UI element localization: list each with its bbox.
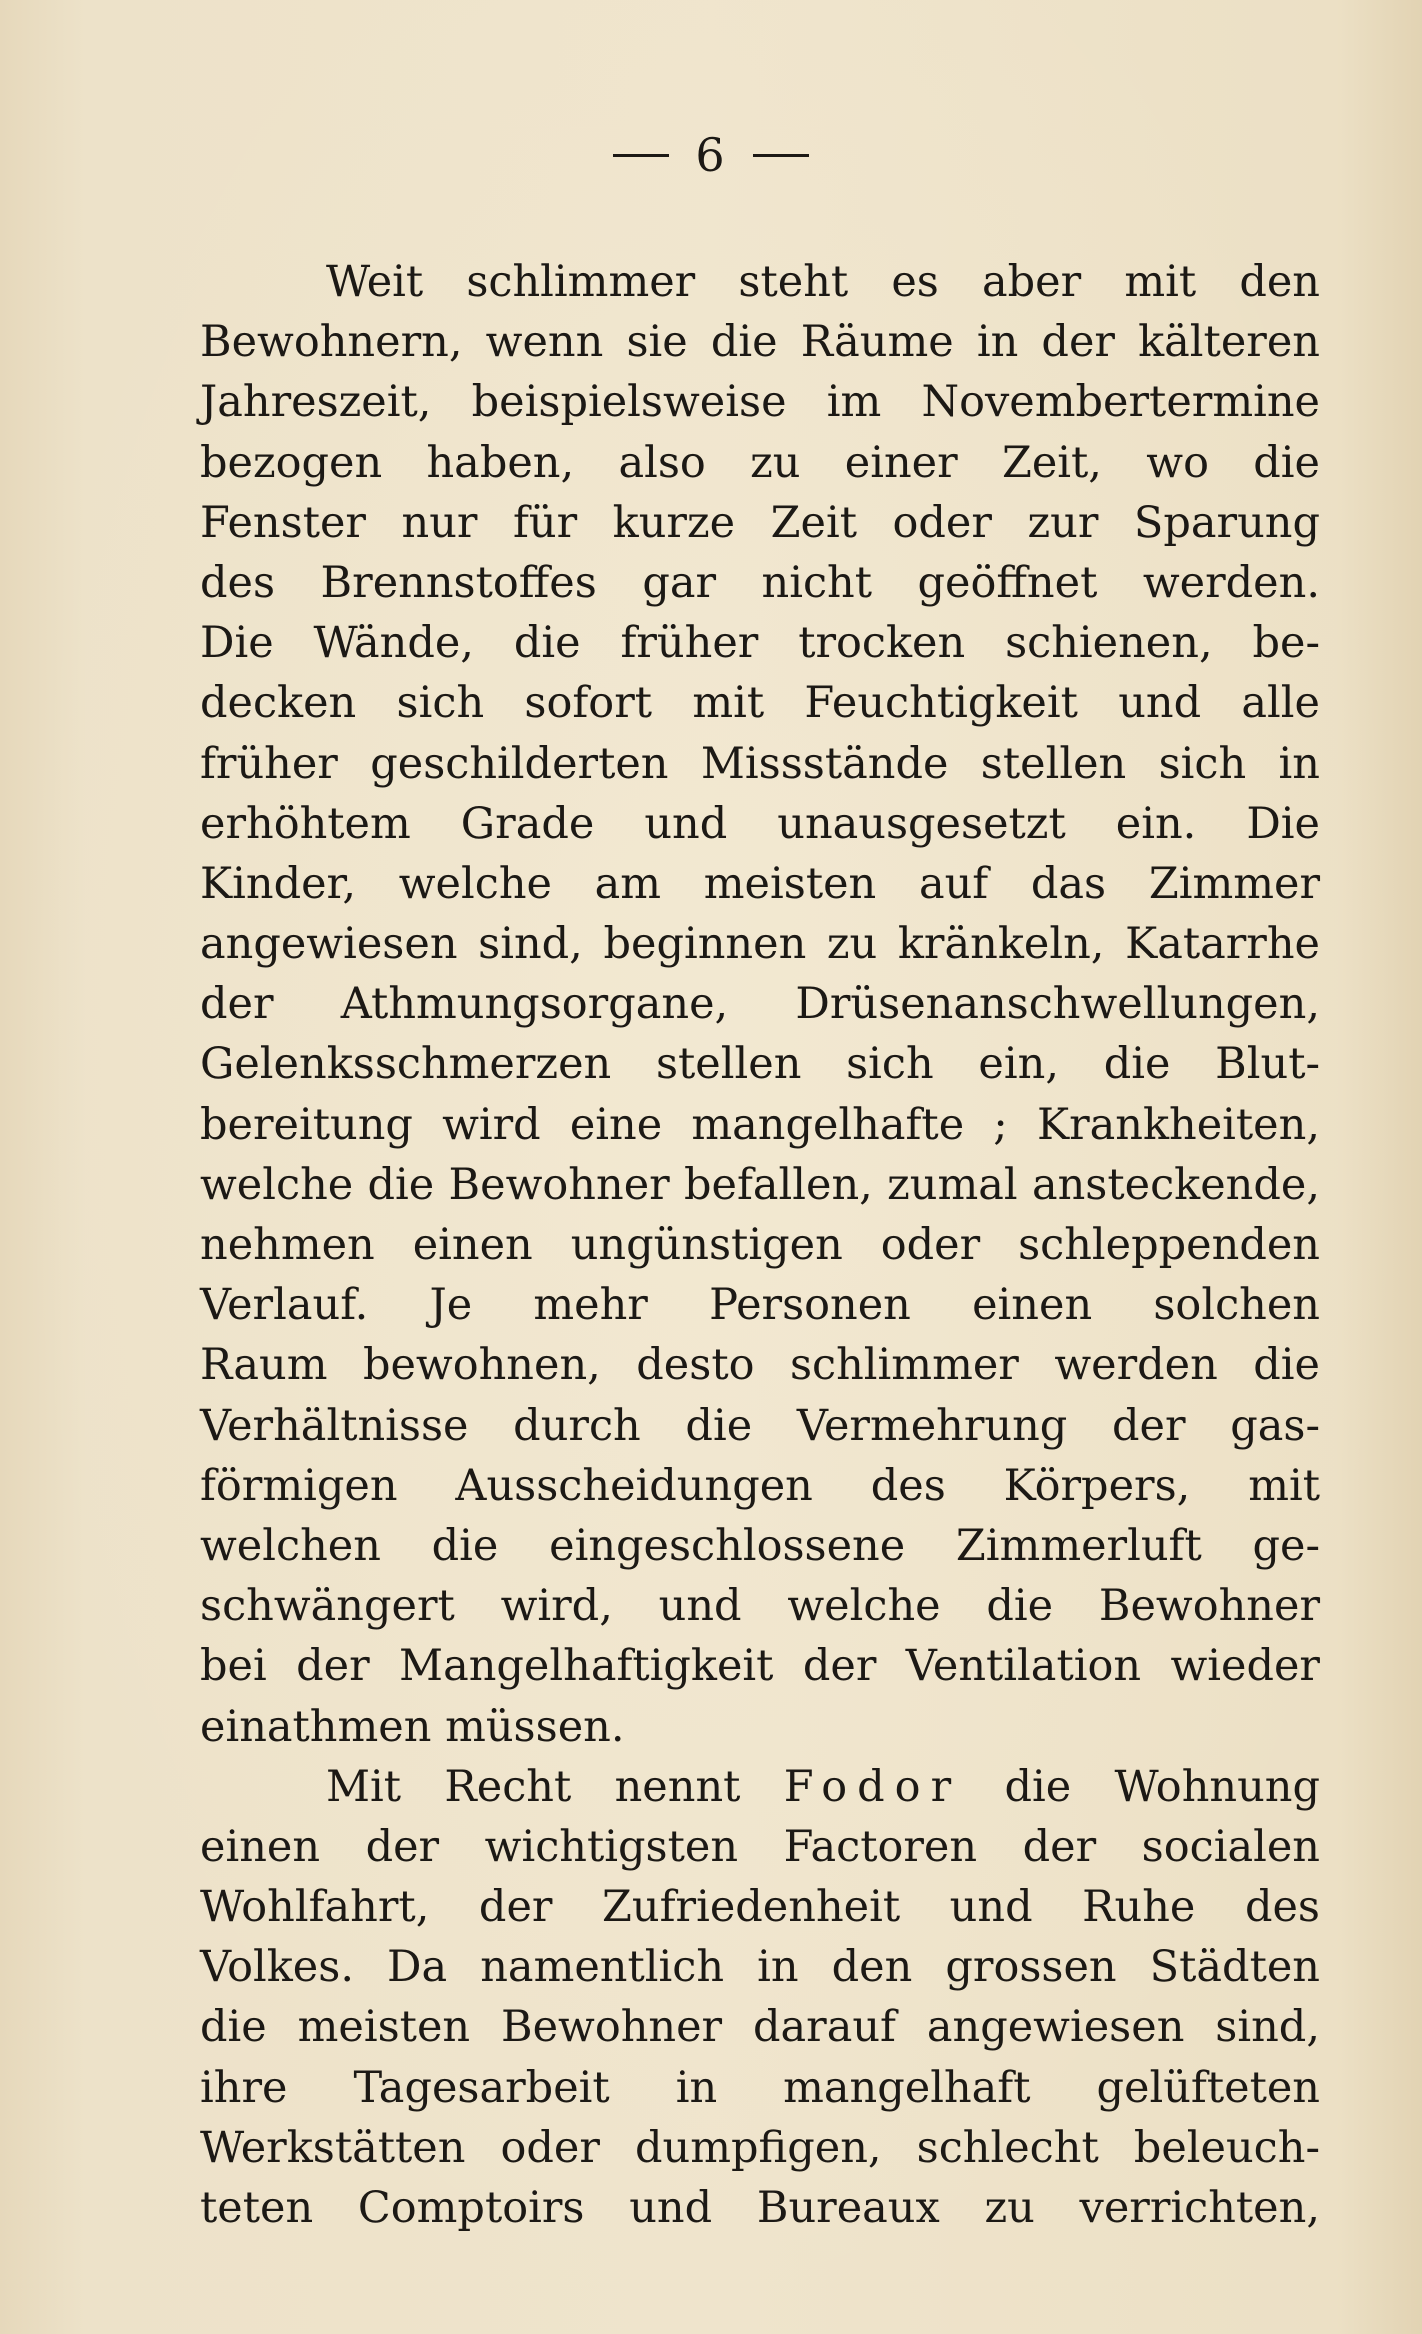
body-text [200,252,1320,2238]
text-line: erhöhtem Grade und unausgesetzt ein. Die [200,798,1320,849]
text-line: Bewohnern, wenn sie die Räume in der kälteren [200,317,1320,368]
text-line: des Brennstoffes gar nicht geöffnet werden. [200,557,1320,608]
page-header [0,128,1422,182]
text-line: welche die Bewohner befallen, zumal ansteckende, [200,1159,1320,1210]
text-line: decken sich sofort mit Feuchtigkeit und alle [200,678,1320,729]
text-line: Volkes. Da namentlich in den grossen Städten [200,1942,1320,1993]
paragraph-1 [200,252,1320,1757]
text-line: Gelenksschmerzen stellen sich ein, die Blut- [200,1039,1320,1090]
text-line: Kinder, welche am meisten auf das Zimmer [200,858,1320,909]
text-line: ihre Tagesarbeit in mangelhaft gelüfteten [200,2062,1320,2113]
text-line: Verhältnisse durch die Vermehrung der gas- [200,1400,1320,1451]
text-line: Werkstätten oder dumpfigen, schlecht beleuch- [200,2122,1320,2173]
text-segment: die Wohnung [1004,1761,1320,1812]
text-line [200,1757,1320,1817]
text-line: angewiesen sind, beginnen zu kränkeln, Katarrhe [200,919,1320,970]
text-line: bei der Mangelhaftigkeit der Ventilation wieder [200,1641,1320,1692]
text-line: bezogen haben, also zu einer Zeit, wo die [200,437,1320,488]
text-line: die meisten Bewohner darauf angewiesen sind, [200,2002,1320,2053]
text-line: schwängert wird, und welche die Bewohner [200,1581,1320,1632]
text-line: nehmen einen ungünstigen oder schleppenden [200,1220,1320,1270]
paragraph-2 [200,1757,1320,2239]
header-dash-right [753,154,809,157]
text-line: früher geschilderten Missstände stellen sich in [200,738,1320,789]
text-line: welchen die eingeschlossene Zimmerluft ge- [200,1520,1320,1571]
text-line: Wohlfahrt, der Zufriedenheit und Ruhe des [200,1882,1320,1933]
text-line: Jahreszeit, beispielsweise im Novembertermine [200,377,1320,428]
header-dash-left [613,154,669,157]
text-line: Verlauf. Je mehr Personen einen solchen [200,1280,1320,1331]
text-line: teten Comptoirs und Bureaux zu verrichten, [200,2183,1320,2233]
page-number: 6 [695,128,727,182]
text-line: einathmen müssen. [200,1701,625,1752]
text-line: Die Wände, die früher trocken schienen, be- [200,618,1320,669]
text-segment: Mit Recht nennt [326,1761,741,1812]
author-name: Fodor [783,1761,962,1812]
text-line: förmigen Ausscheidungen des Körpers, mit [200,1460,1320,1511]
text-line: Fenster nur für kurze Zeit oder zur Sparung [200,497,1320,548]
text-line: bereitung wird eine mangelhafte ; Krankheiten, [200,1099,1320,1150]
text-line: Weit schlimmer steht es aber mit den [326,257,1320,307]
text-line: der Athmungsorgane, Drüsenanschwellungen, [200,979,1320,1030]
text-line: einen der wichtigsten Factoren der socialen [200,1821,1320,1872]
text-line: Raum bewohnen, desto schlimmer werden die [200,1340,1320,1391]
